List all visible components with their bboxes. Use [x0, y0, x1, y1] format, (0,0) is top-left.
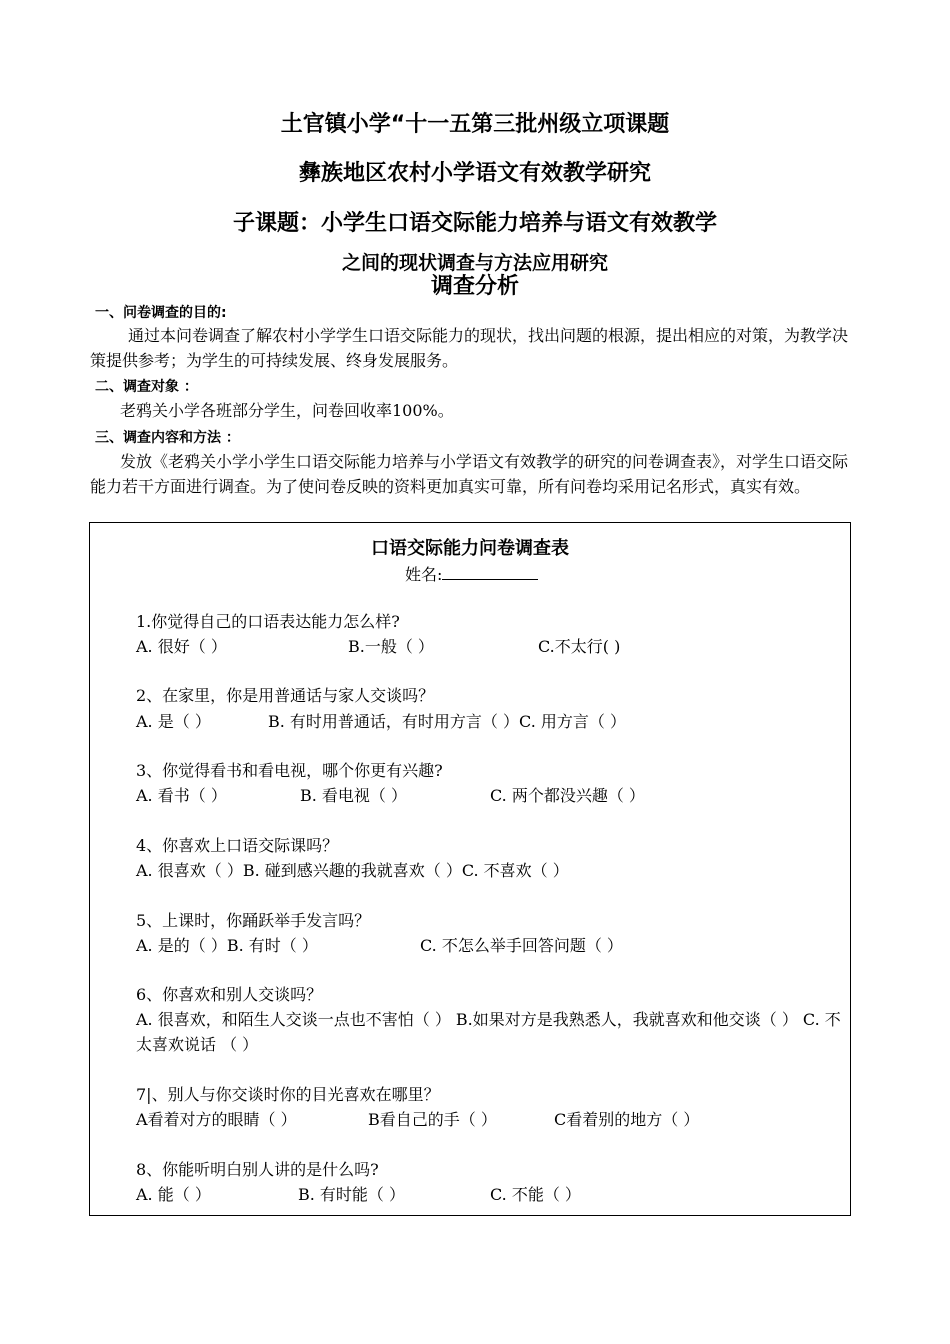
subtopic-title: 子课题：小学生口语交际能力培养与语文有效教学: [232, 211, 717, 236]
q8-option-b[interactable]: B. 有时能（ ）: [298, 1185, 406, 1204]
analysis-title: 调查分析: [430, 274, 519, 299]
q2-option-bc[interactable]: B. 有时用普通话，有时用方言（ ）C. 用方言（ ）: [268, 712, 626, 731]
question-8: 8、你能听明白别人讲的是什么吗?: [136, 1160, 379, 1179]
q1-option-b[interactable]: B.一般（ ）: [348, 637, 434, 656]
section-text-purpose: 通过本问卷调查了解农村小学学生口语交际能力的现状，找出问题的根源，提出相应的对策，为教学决策提供参考；为学生的可持续发展、终身发展服务。: [90, 326, 849, 370]
survey-title: 口语交际能力问卷调查表: [371, 538, 569, 559]
name-label: 姓名:: [405, 565, 443, 584]
question-5: 5、上课时，你踊跃举手发言吗？: [136, 911, 371, 930]
q3-option-c[interactable]: C. 两个都没兴趣（ ）: [490, 786, 645, 805]
q3-option-a[interactable]: A. 看书（ ）: [136, 786, 227, 805]
q1-option-a[interactable]: A. 很好（ ）: [136, 637, 227, 656]
section-text-method: 发放《老鸦关小学小学生口语交际能力培养与小学语文有效教学的研究的问卷调查表》，对学生口语交际能力若干方面进行调查。为了使问卷反映的资料更加真实可靠，所有问卷均采用记名形式，真实有效。: [90, 452, 849, 496]
question-4: 4、你喜欢上口语交际课吗？: [136, 836, 339, 855]
q5-option-c[interactable]: C. 不怎么举手回答问题（ ）: [420, 936, 623, 955]
question-1: 1.你觉得自己的口语表达能力怎么样?: [136, 612, 400, 631]
question-2: 2、在家里，你是用普通话与家人交谈吗？: [136, 686, 435, 705]
name-blank[interactable]: [442, 563, 538, 580]
section-heading-method: 三、调查内容和方法 ：: [95, 430, 240, 446]
q7-option-b[interactable]: B看自己的手（ ）: [368, 1110, 497, 1129]
q1-option-c[interactable]: C.不太行( ): [538, 637, 621, 656]
research-title: 彝族地区农村小学语文有效教学研究: [298, 161, 651, 186]
q7-option-c[interactable]: C看着别的地方（ ）: [554, 1110, 700, 1129]
q8-option-c[interactable]: C. 不能（ ）: [490, 1185, 581, 1204]
q5-option-ab[interactable]: A. 是的（ ）B. 有时（ ）: [136, 936, 318, 955]
question-6: 6、你喜欢和别人交谈吗？: [136, 985, 323, 1004]
name-field[interactable]: [405, 563, 538, 586]
q3-option-b[interactable]: B. 看电视（ ）: [300, 786, 408, 805]
section-heading-purpose: 一、问卷调查的目的:: [95, 305, 227, 321]
subtopic-title-cont: 之间的现状调查与方法应用研究: [341, 252, 608, 274]
q8-option-a[interactable]: A. 能（ ）: [136, 1185, 211, 1204]
q4-options-line[interactable]: A. 很喜欢（ ）B. 碰到感兴趣的我就喜欢（ ）C. 不喜欢（ ）: [136, 861, 569, 880]
question-7: 7|、别人与你交谈时你的目光喜欢在哪里？: [136, 1085, 440, 1104]
section-heading-subjects: 二、调查对象 ：: [95, 379, 198, 395]
q2-option-a[interactable]: A. 是（ ）: [136, 712, 211, 731]
project-title: 土官镇小学“十一五第三批州级立项课题: [280, 112, 670, 137]
question-3: 3、你觉得看书和看电视，哪个你更有兴趣?: [136, 761, 443, 780]
question-6-options[interactable]: A. 很喜欢，和陌生人交谈一点也不害怕（ ） B.如果对方是我熟悉人，我就喜欢和他交谈（ ） C. 不太喜欢说话 （ ）: [136, 1010, 841, 1054]
survey-form: [89, 522, 851, 1216]
q7-option-a[interactable]: A看着对方的眼睛（ ）: [136, 1110, 297, 1129]
section-text-subjects: 老鸦关小学各班部分学生，问卷回收率100%。: [120, 401, 454, 420]
